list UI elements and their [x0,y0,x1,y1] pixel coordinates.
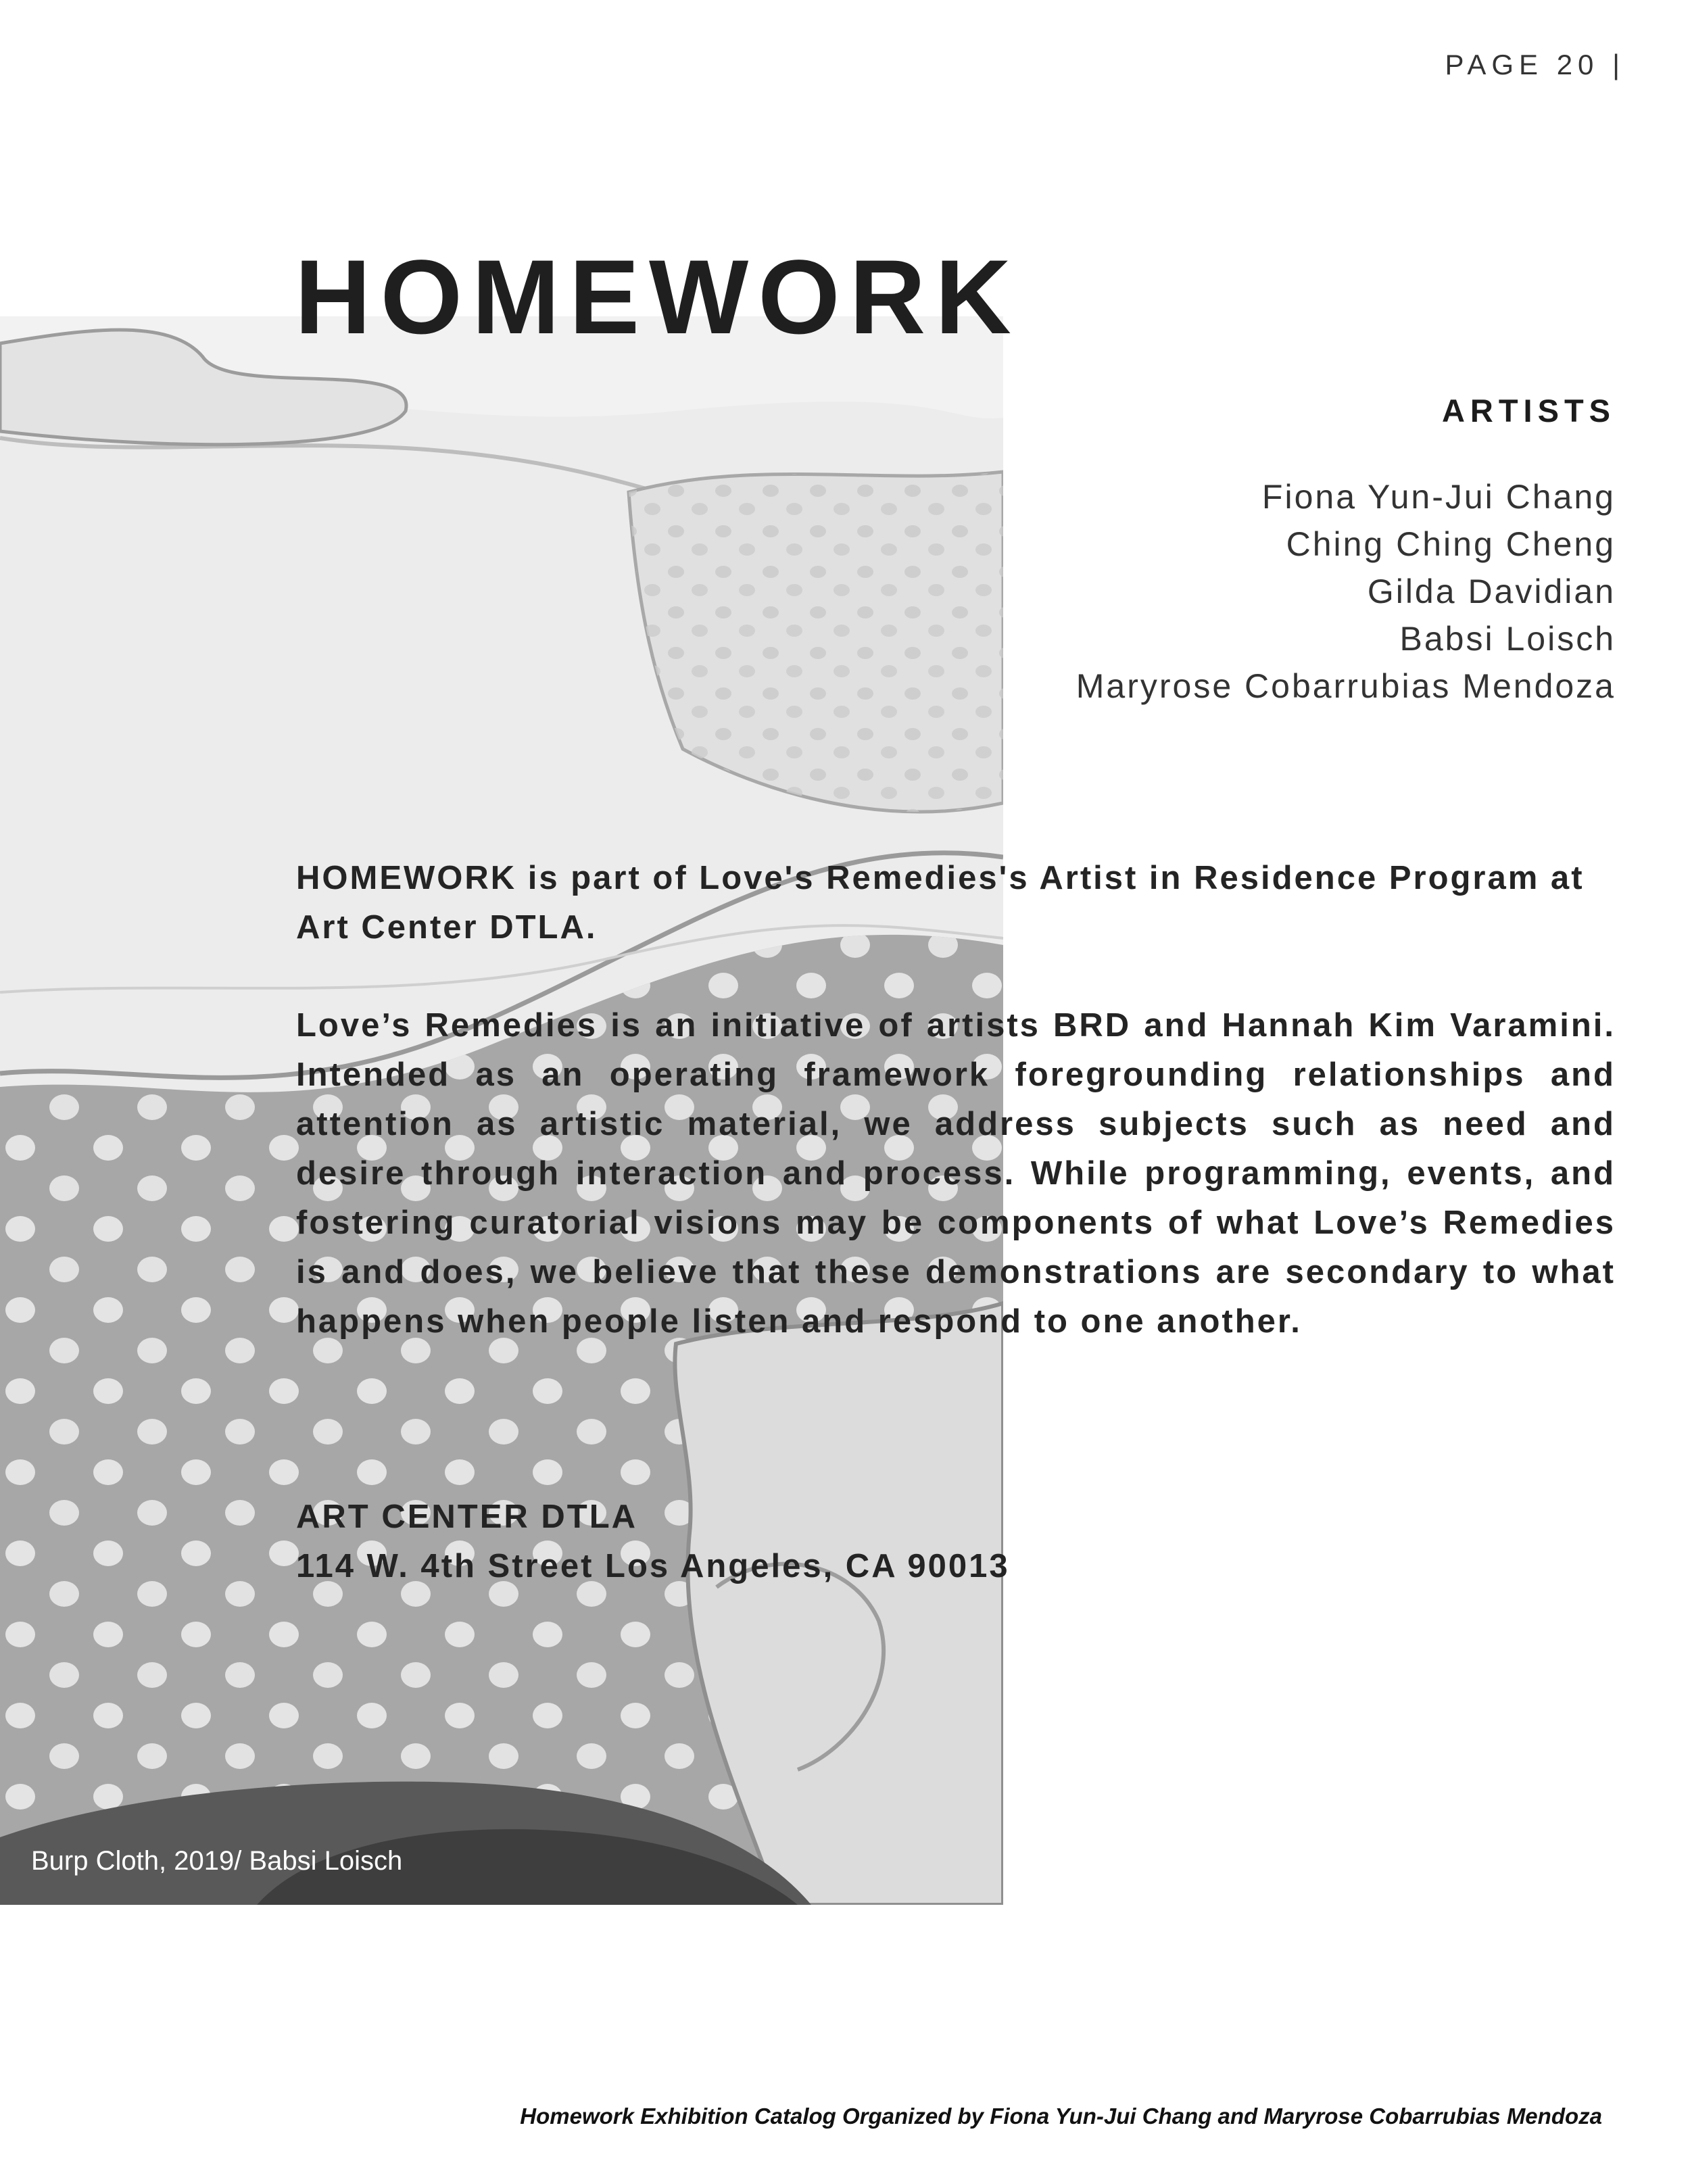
artist-name: Fiona Yun-Jui Chang [1261,478,1616,516]
artist-name: Maryrose Cobarrubias Mendoza [1076,667,1616,705]
venue-name: ART CENTER DTLA [296,1499,638,1535]
catalog-footer: Homework Exhibition Catalog Organized by Fiona Yun-Jui Chang and Maryrose Cobarrubias Mendoza [520,2104,1602,2129]
mission-paragraph: Love’s Remedies is an initiative of artists BRD and Hannah Kim Varamini. Intended as an operating framework foregrounding relationships and attention as artistic material, we address subjects such as need and desire through interaction and process. While programming, events, and fostering curatorial visions may be components of what Love’s Remedies is and does, we believe that these demonstrations are secondary to what happens when people listen and respond to one another. [296,1007,1616,1340]
artists-heading: ARTISTS [1441,393,1616,429]
artist-name: Gilda Davidian [1367,573,1616,610]
artist-name: Babsi Loisch [1399,620,1616,658]
page-title: HOMEWORK [295,239,1021,356]
photo-caption: Burp Cloth, 2019/ Babsi Loisch [31,1846,403,1876]
intro-paragraph: HOMEWORK is part of Love's Remedies's Artist in Residence Program at Art Center DTLA. [296,860,1585,946]
venue-block [296,1493,1616,1591]
page-number: PAGE 20 | [1445,49,1625,80]
artist-name: Ching Ching Cheng [1286,525,1616,563]
artists-list [1076,473,1616,710]
venue-address: 114 W. 4th Street Los Angeles, CA 90013 [296,1548,1010,1584]
